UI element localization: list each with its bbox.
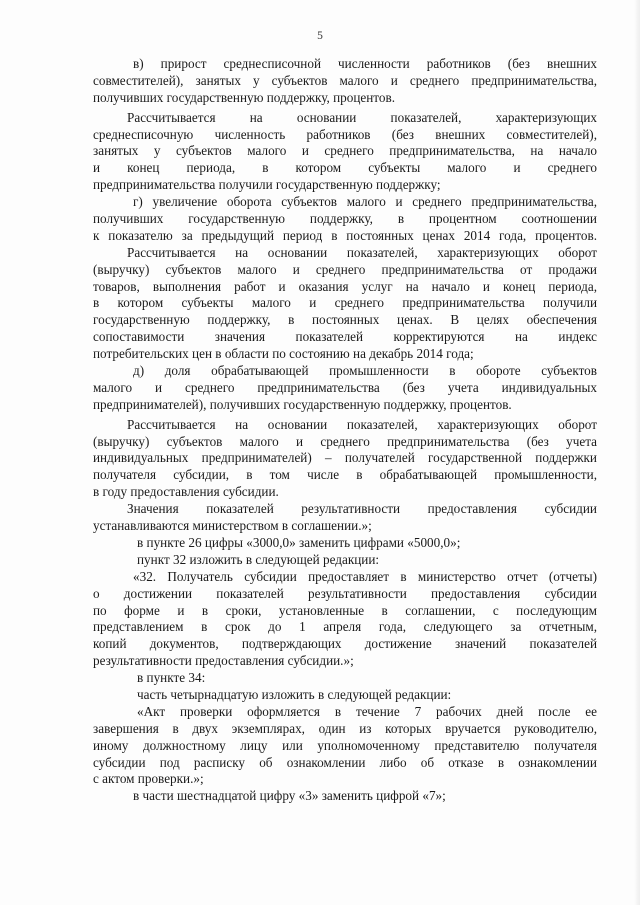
text-line: представлением в срок до 1 апреля года, следующего за отчетным, <box>93 619 597 635</box>
page-number: 5 <box>317 30 323 42</box>
text-line: «32. Получатель субсидии предоставляет в министерство отчет (отчеты) <box>133 568 597 584</box>
text-line: Рассчитывается на основании показателей, характеризующих <box>127 109 597 125</box>
text-line: Рассчитывается на основании показателей, характеризующих оборот <box>127 244 597 260</box>
text-line: товаров, выполнения работ и оказания услуг на начало и конец периода, <box>93 278 597 294</box>
text-line: по форме и в сроки, установленные в соглашении, с последующим <box>93 602 597 618</box>
text-line: г) увеличение оборота субъектов малого и среднего предпринимательства, <box>133 194 597 210</box>
text-line: предпринимательства получили государственную поддержку; <box>93 177 441 193</box>
text-line: в части шестнадцатой цифру «3» заменить цифрой «7»; <box>133 788 446 804</box>
text-line: «Акт проверки оформляется в течение 7 рабочих дней после ее <box>137 703 597 719</box>
text-line: Рассчитывается на основании показателей, характеризующих оборот <box>127 416 597 432</box>
text-line: и конец периода, в котором субъекты малого и среднего <box>93 160 597 176</box>
text-line: получателя субсидии, в том числе в обрабатывающей промышленности, <box>93 467 597 483</box>
text-line: д) доля обрабатывающей промышленности в обороте субъектов <box>133 363 597 379</box>
text-line: завершения в двух экземплярах, один из которых вручается руководителю, <box>93 720 597 736</box>
text-line: часть четырнадцатую изложить в следующей редакции: <box>137 686 452 702</box>
text-line: копий документов, подтверждающих достижение значений показателей <box>93 636 597 652</box>
text-line: (выручку) субъектов малого и среднего предпринимательства от продажи <box>93 261 597 277</box>
text-line: о достижении показателей результативности предоставления субсидии <box>93 585 597 601</box>
document-body <box>93 56 597 805</box>
text-line: занятых у субъектов малого и среднего предпринимательства, на начало <box>93 143 597 159</box>
text-line: иному должностному лицу или уполномоченному представителю получателя <box>93 737 597 753</box>
text-line: потребительских цен в области по состоянию на декабрь 2014 года; <box>93 346 474 362</box>
text-line: с актом проверки.»; <box>93 771 204 787</box>
text-line: малого и среднего предпринимательства (без учета индивидуальных <box>93 379 597 395</box>
text-line: к показателю за предыдущий период в постоянных ценах 2014 года, процентов. <box>93 227 597 243</box>
text-line: сопоставимости значения показателей корректируются на индекс <box>93 329 597 345</box>
text-line: в) прирост среднесписочной численности работников (без внешних <box>133 56 597 71</box>
text-line: среднесписочную численность работников (без внешних совместителей), <box>93 126 597 142</box>
text-line: получивших государственную поддержку, в процентном соотношении <box>93 211 597 227</box>
text-line: пункт 32 изложить в следующей редакции: <box>137 551 380 567</box>
text-line: предпринимателей), получивших государственную поддержку, процентов. <box>93 396 512 412</box>
text-line: результативности предоставления субсидии.»; <box>93 653 354 669</box>
text-line: индивидуальных предпринимателей) – получателей государственной поддержки <box>93 450 597 466</box>
text-line: субсидии под расписку об ознакомлении либо об отказе в ознакомлении <box>93 754 597 770</box>
text-line: в пункте 26 цифры «3000,0» заменить цифрами «5000,0»; <box>137 534 461 550</box>
text-line: получивших государственную поддержку, процентов. <box>93 89 396 105</box>
text-line: государственную поддержку, в постоянных ценах. В целях обеспечения <box>93 312 597 328</box>
scan-shadow-edge <box>634 0 640 905</box>
text-line: в котором субъекты малого и среднего предпринимательства получили <box>93 295 597 311</box>
text-line: (выручку) субъектов малого и среднего предпринимательства (без учета <box>93 433 597 449</box>
text-line: устанавливаются министерством в соглашении.»; <box>93 518 372 534</box>
text-line: Значения показателей результативности предоставления субсидии <box>127 501 597 517</box>
text-line: совместителей), занятых у субъектов малого и среднего предпринимательства, <box>93 72 597 88</box>
text-line: в пункте 34: <box>137 670 206 686</box>
text-line: в году предоставления субсидии. <box>93 484 279 500</box>
